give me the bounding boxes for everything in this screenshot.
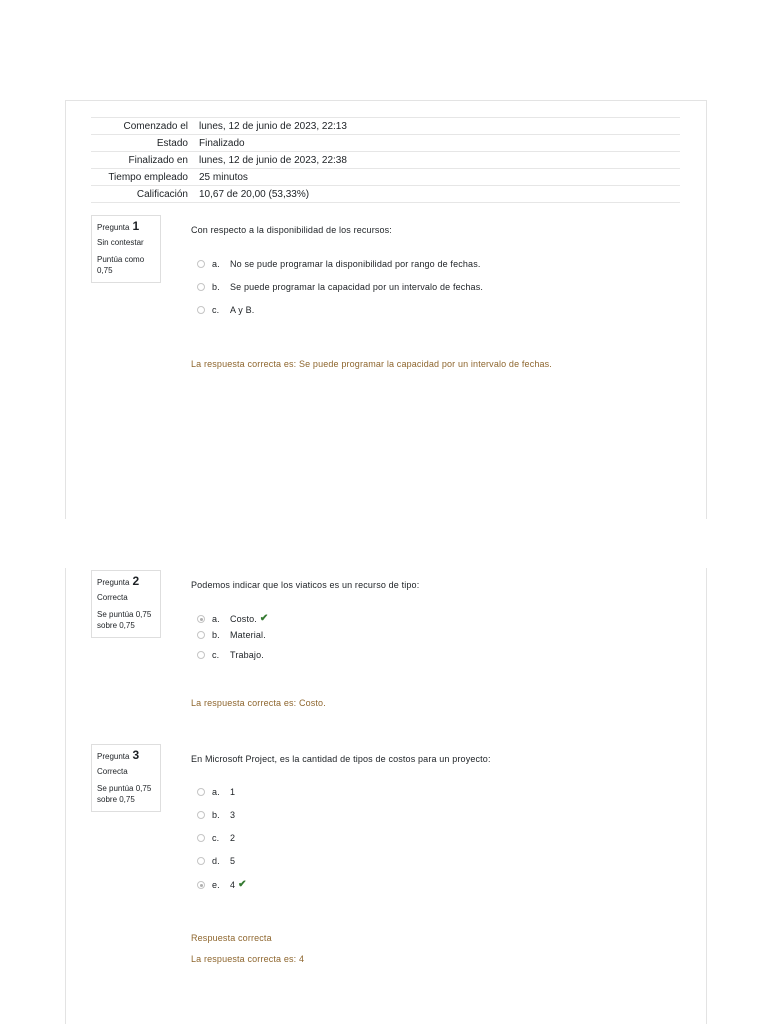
question-3-result: Respuesta correcta <box>191 933 272 943</box>
question-3-option-e[interactable] <box>197 879 247 890</box>
radio-button[interactable] <box>197 788 205 796</box>
question-3-option-a[interactable] <box>197 787 235 797</box>
question-prefix: Pregunta <box>97 578 130 587</box>
option-letter: c. <box>212 305 220 315</box>
question-prefix: Pregunta <box>97 752 130 761</box>
question-2-option-a[interactable] <box>197 613 268 624</box>
question-number: 1 <box>132 219 140 233</box>
radio-button[interactable] <box>197 834 205 842</box>
question-state: Sin contestar <box>97 238 144 247</box>
option-letter: b. <box>212 282 220 292</box>
option-text: 5 <box>230 856 236 866</box>
summary-label: Estado <box>91 135 196 152</box>
option-text: 2 <box>230 833 236 843</box>
question-grade: Puntúa como 0,75 <box>97 255 145 275</box>
option-letter: c. <box>212 833 220 843</box>
summary-value: lunes, 12 de junio de 2023, 22:38 <box>196 152 680 169</box>
question-2-feedback: La respuesta correcta es: Costo. <box>191 698 326 708</box>
option-text: 3 <box>230 810 236 820</box>
question-2-option-c[interactable] <box>197 650 264 660</box>
option-text: 4 <box>230 879 236 890</box>
question-number: 3 <box>132 748 140 762</box>
radio-button[interactable] <box>197 615 205 623</box>
question-number: 2 <box>132 574 140 588</box>
question-3-option-c[interactable] <box>197 833 235 843</box>
question-2-info <box>91 570 161 638</box>
summary-row-state <box>91 135 680 152</box>
option-text: Costo. <box>230 613 257 624</box>
summary-value: lunes, 12 de junio de 2023, 22:13 <box>196 118 680 135</box>
summary-label: Comenzado el <box>91 118 196 135</box>
option-letter: b. <box>212 630 220 640</box>
radio-button[interactable] <box>197 631 205 639</box>
option-letter: b. <box>212 810 220 820</box>
option-letter: e. <box>212 879 220 890</box>
question-state: Correcta <box>97 767 128 776</box>
radio-button[interactable] <box>197 881 205 889</box>
question-3-feedback: La respuesta correcta es: 4 <box>191 954 305 964</box>
question-1-info <box>91 215 161 283</box>
summary-value: Finalizado <box>196 135 680 152</box>
radio-button[interactable] <box>197 283 205 291</box>
radio-button[interactable] <box>197 651 205 659</box>
option-text: Se puede programar la capacidad por un intervalo de fechas. <box>230 282 484 292</box>
option-letter: a. <box>212 613 220 624</box>
question-1-text: Con respecto a la disponibilidad de los recursos: <box>191 225 392 235</box>
summary-value: 10,67 de 20,00 (53,33%) <box>196 186 680 203</box>
option-text: 1 <box>230 787 236 797</box>
quiz-review-page-2 <box>65 568 707 1024</box>
question-1-option-c[interactable] <box>197 305 254 315</box>
radio-button[interactable] <box>197 306 205 314</box>
question-grade: Se puntúa 0,75 sobre 0,75 <box>97 610 152 630</box>
radio-button[interactable] <box>197 857 205 865</box>
question-prefix: Pregunta <box>97 223 130 232</box>
summary-row-finished <box>91 152 680 169</box>
radio-button[interactable] <box>197 260 205 268</box>
quiz-review-page-1 <box>65 100 707 519</box>
attempt-summary-table <box>91 117 680 203</box>
option-text: No se pude programar la disponibilidad por rango de fechas. <box>230 259 481 269</box>
question-2-text: Podemos indicar que los viaticos es un recurso de tipo: <box>191 580 420 590</box>
summary-value: 25 minutos <box>196 169 680 186</box>
question-2-option-b[interactable] <box>197 630 266 640</box>
option-letter: c. <box>212 650 220 660</box>
summary-row-grade <box>91 186 680 203</box>
question-1-feedback: La respuesta correcta es: Se puede programar la capacidad por un intervalo de fechas. <box>191 359 552 369</box>
option-letter: d. <box>212 856 220 866</box>
question-3-info <box>91 744 161 812</box>
check-icon: ✔ <box>238 879 247 890</box>
option-text: A y B. <box>230 305 255 315</box>
option-letter: a. <box>212 787 220 797</box>
question-3-text: En Microsoft Project, es la cantidad de tipos de costos para un proyecto: <box>191 754 491 764</box>
question-1-option-a[interactable] <box>197 259 481 269</box>
summary-label: Finalizado en <box>91 152 196 169</box>
check-icon: ✔ <box>259 613 269 624</box>
option-letter: a. <box>212 259 220 269</box>
question-1-option-b[interactable] <box>197 282 483 292</box>
option-text: Material. <box>230 630 266 640</box>
radio-button[interactable] <box>197 811 205 819</box>
summary-label: Calificación <box>91 186 196 203</box>
question-3-option-d[interactable] <box>197 856 235 866</box>
question-grade: Se puntúa 0,75 sobre 0,75 <box>97 784 152 804</box>
option-text: Trabajo. <box>230 650 264 660</box>
question-3-option-b[interactable] <box>197 810 235 820</box>
summary-label: Tiempo empleado <box>91 169 196 186</box>
summary-row-time-taken <box>91 169 680 186</box>
summary-row-started <box>91 118 680 135</box>
question-state: Correcta <box>97 593 128 602</box>
